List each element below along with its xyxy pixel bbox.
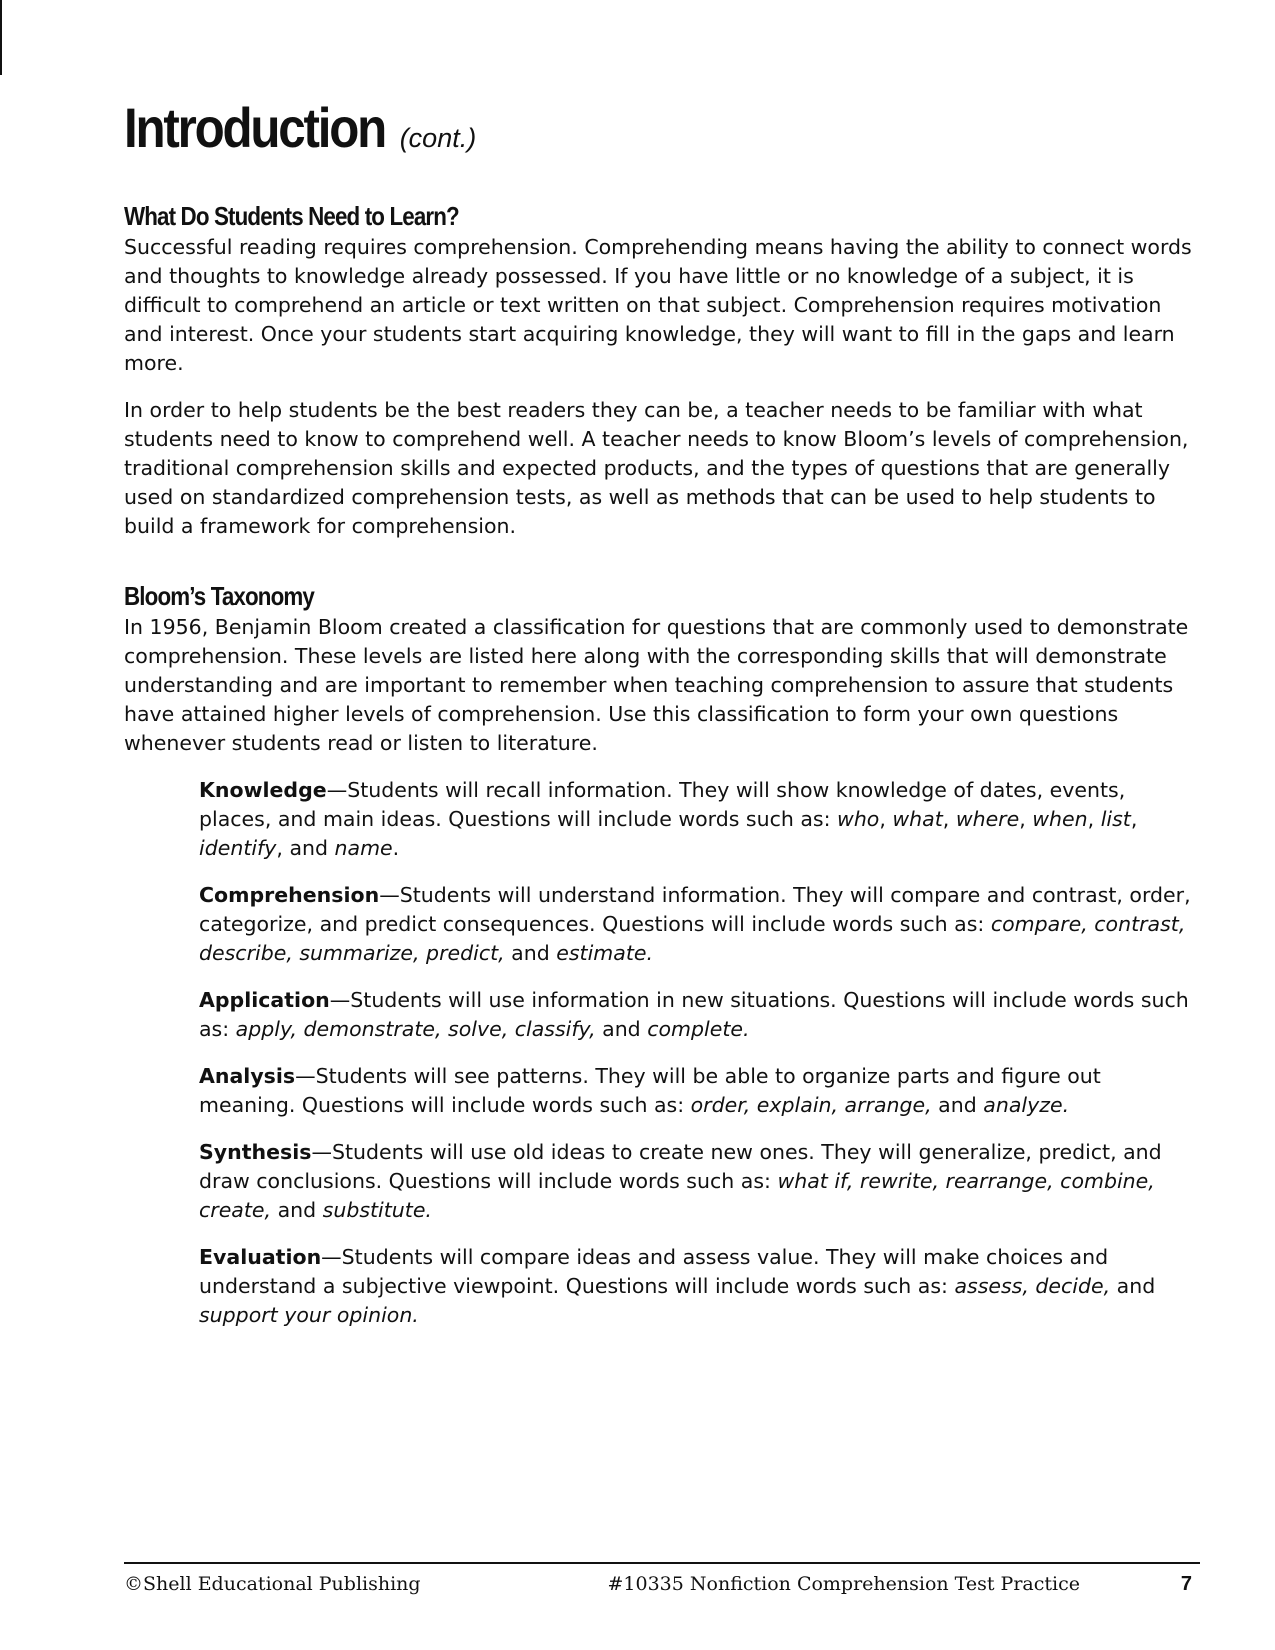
blooms-intro-paragraph: In 1956, Benjamin Bloom created a classification for questions that are commonly used to demonstrate comprehension. These levels are listed here along with the corresponding skills that will demonstrate understanding and are important to remember when teaching comprehension to assure that students have attained higher levels of comprehension. Use this classification to form your own questions whenever students read or listen to literature. [124, 615, 1189, 755]
level-application: Application—Students will use information in new situations. Questions will include words such as: apply, demonstrate, solve, classify, and complete. [199, 988, 1189, 1041]
level-evaluation: Evaluation—Students will compare ideas and assess value. They will make choices and understand a subjective viewpoint. Questions will include words such as: assess, decide, and support your opinion. [199, 1245, 1156, 1327]
level-term: Synthesis [199, 1140, 312, 1164]
level-term: Knowledge [199, 778, 327, 802]
footer-divider [124, 1562, 1200, 1564]
body-paragraph: Successful reading requires comprehension. Comprehending means having the ability to connect words and thoughts to knowledge already possessed. If you have little or no knowledge of a subject, it is difficult to comprehend an article or text written on that subject. Comprehension requires motivation and interest. Once your students start acquiring knowledge, they will want to fill in the gaps and learn more. [124, 235, 1192, 375]
level-knowledge: Knowledge—Students will recall information. They will show knowledge of dates, events, places, and main ideas. Questions will include words such as: who, what, where, when, list, identify, and name. [199, 778, 1138, 860]
level-term: Evaluation [199, 1245, 322, 1269]
page-title: Introduction [124, 96, 386, 159]
page-number: 7 [1180, 1573, 1192, 1595]
body-paragraph: In order to help students be the best readers they can be, a teacher needs to be familiar with what students need to know to comprehend well. A teacher needs to know Bloom’s levels of comprehension, traditional comprehension skills and expected products, and the types of questions that are generally used on standardized comprehension tests, as well as methods that can be used to help students to build a framework for comprehension. [124, 398, 1189, 538]
level-comprehension: Comprehension—Students will understand information. They will compare and contrast, order, categorize, and predict consequences. Questions will include words such as: compare, contrast, describe, summarize, predict, and estimate. [199, 883, 1191, 965]
blooms-levels-list [199, 776, 1200, 1330]
section-heading-what-students-need: What Do Students Need to Learn? [124, 201, 459, 231]
page-title-suffix: (cont.) [399, 123, 477, 153]
level-term: Comprehension [199, 883, 380, 907]
crop-mark [0, 0, 2, 75]
level-term: Analysis [199, 1064, 296, 1088]
footer-publisher: ©Shell Educational Publishing [124, 1573, 421, 1595]
page-title-row [124, 95, 1200, 165]
level-analysis: Analysis—Students will see patterns. They will be able to organize parts and figure out meaning. Questions will include words such as: order, explain, arrange, and analyze. [199, 1064, 1101, 1117]
level-term: Application [199, 988, 330, 1012]
footer-book-title: #10335 Nonfiction Comprehension Test Practice [607, 1573, 1080, 1595]
level-synthesis: Synthesis—Students will use old ideas to create new ones. They will generalize, predict, and draw conclusions. Questions will include words such as: what if, rewrite, rearrange, combine, create, and substitute. [199, 1140, 1162, 1222]
page-content [124, 95, 1200, 1348]
section-heading-blooms-taxonomy: Bloom’s Taxonomy [124, 581, 314, 611]
